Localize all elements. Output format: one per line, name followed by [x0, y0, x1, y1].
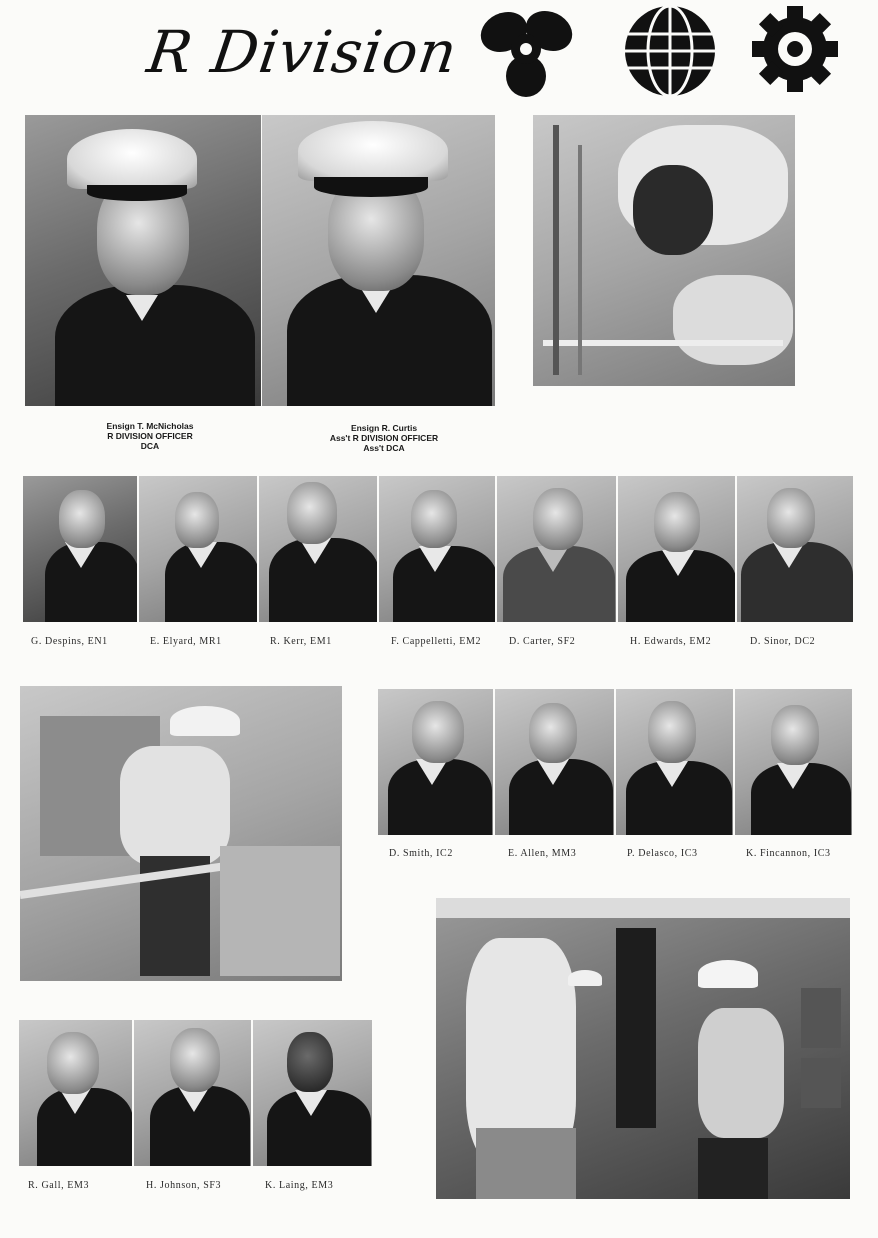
propeller-icon: [477, 4, 575, 98]
officer-photo-curtis: [262, 115, 495, 406]
crew-photo: [497, 476, 616, 622]
crew-photo: [735, 689, 852, 835]
deck-work-photo: [20, 686, 342, 981]
crew-photo: [134, 1020, 251, 1166]
machinery-photo: [533, 115, 795, 386]
officer-name: Ensign R. Curtis: [350, 423, 418, 433]
crew-caption: D. Sinor, DC2: [750, 636, 816, 647]
crew-photo: [259, 476, 377, 622]
crew-caption: H. Johnson, SF3: [146, 1180, 222, 1191]
crew-photo: [618, 476, 735, 622]
crew-photo: [616, 689, 733, 835]
gear-icon: [750, 4, 840, 94]
officer-caption-curtis: [294, 423, 474, 453]
crew-caption: G. Despins, EN1: [31, 636, 108, 647]
crew-caption: H. Edwards, EM2: [630, 636, 712, 647]
crew-caption: D. Carter, SF2: [509, 636, 576, 647]
officer-photo-mcnicholas: [25, 115, 261, 406]
officer-title: Ass't R DIVISION OFFICER: [329, 433, 439, 443]
crew-photo: [737, 476, 853, 622]
globe-icon: [622, 4, 718, 98]
officer-caption-mcnicholas: [60, 421, 240, 451]
crew-caption: K. Laing, EM3: [265, 1180, 334, 1191]
crew-photo: [379, 476, 495, 622]
crew-photo: [19, 1020, 132, 1166]
crew-photo: [378, 689, 493, 835]
electrical-room-photo: [436, 898, 850, 1199]
crew-caption: E. Allen, MM3: [508, 848, 577, 859]
officer-title: R DIVISION OFFICER: [107, 431, 193, 441]
crew-caption: E. Elyard, MR1: [150, 636, 222, 647]
crew-photo: [23, 476, 137, 622]
crew-photo: [139, 476, 257, 622]
crew-caption: R. Kerr, EM1: [270, 636, 332, 647]
crew-caption: R. Gall, EM3: [28, 1180, 90, 1191]
crew-photo: [253, 1020, 372, 1166]
crew-caption: P. Delasco, IC3: [627, 848, 698, 859]
crew-caption: K. Fincannon, IC3: [746, 848, 831, 859]
page-title: R Division: [143, 18, 462, 86]
crew-caption: F. Cappelletti, EM2: [391, 636, 482, 647]
officer-name: Ensign T. McNicholas: [106, 421, 194, 431]
crew-caption: D. Smith, IC2: [389, 848, 453, 859]
crew-photo: [495, 689, 614, 835]
officer-role: Ass't DCA: [363, 443, 405, 453]
officer-role: DCA: [140, 441, 160, 451]
